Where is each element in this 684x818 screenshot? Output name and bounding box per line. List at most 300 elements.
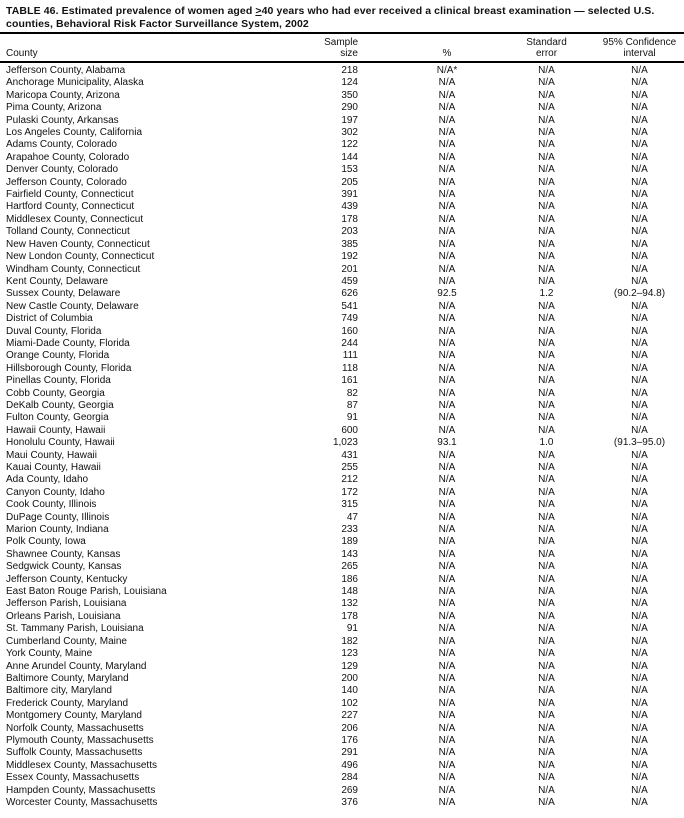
percent-cell: N/A — [438, 300, 456, 312]
county-cell: Jefferson County, Alabama — [6, 65, 126, 76]
county-cell: Middlesex County, Connecticut — [6, 213, 144, 225]
percent-cell: N/A — [438, 263, 456, 275]
sample-size-cell: 269 — [341, 784, 358, 796]
standard-error-cell: N/A — [538, 548, 555, 560]
table-row — [0, 375, 684, 387]
sample-size-cell: 91 — [346, 623, 358, 635]
confidence-interval-cell: N/A — [631, 598, 648, 610]
column-header-county: County — [6, 48, 38, 59]
standard-error-cell: N/A — [538, 685, 555, 697]
greater-or-equal-symbol: > — [255, 5, 262, 17]
standard-error-cell: N/A — [538, 102, 555, 114]
table-row — [0, 561, 684, 573]
percent-cell: N/A — [438, 722, 456, 734]
standard-error-cell: N/A — [538, 251, 555, 263]
standard-error-cell: N/A — [538, 462, 555, 473]
table-row — [0, 474, 684, 486]
confidence-interval-cell: N/A — [631, 536, 648, 548]
confidence-interval-cell: N/A — [631, 734, 648, 746]
county-cell: Norfolk County, Massachusetts — [6, 722, 144, 734]
table-row — [0, 127, 684, 139]
standard-error-cell: N/A — [538, 313, 555, 325]
table-row — [0, 201, 684, 213]
standard-error-cell: N/A — [538, 474, 555, 486]
percent-cell: N/A — [438, 486, 456, 498]
column-header-confidence-interval — [595, 34, 684, 62]
county-cell: Worcester County, Massachusetts — [6, 796, 158, 808]
standard-error-cell: N/A — [538, 139, 555, 151]
standard-error-cell: N/A — [538, 672, 555, 684]
standard-error-cell: N/A — [538, 784, 555, 796]
standard-error-cell: N/A — [538, 796, 555, 808]
column-header-standard-error — [498, 34, 595, 62]
percent-cell: N/A — [438, 325, 456, 337]
county-cell: Cumberland County, Maine — [6, 635, 127, 647]
column-header-se-line2: error — [535, 48, 558, 59]
standard-error-cell: 1.0 — [539, 437, 554, 449]
table-row — [0, 102, 684, 114]
confidence-interval-cell: N/A — [631, 275, 648, 287]
county-cell: St. Tammany Parish, Louisiana — [6, 623, 144, 635]
confidence-interval-cell: N/A — [631, 759, 648, 771]
table-row — [0, 772, 684, 784]
percent-cell: N/A — [438, 772, 456, 784]
sample-size-cell: 284 — [341, 772, 358, 784]
county-cell: Pulaski County, Arkansas — [6, 114, 119, 126]
standard-error-cell: N/A — [538, 759, 555, 771]
county-cell: Sussex County, Delaware — [6, 288, 121, 300]
confidence-interval-cell: (91.3–95.0) — [613, 437, 666, 449]
standard-error-cell: N/A — [538, 337, 555, 349]
table-row — [0, 710, 684, 722]
sample-size-cell: 178 — [341, 610, 358, 622]
standard-error-cell: N/A — [538, 176, 555, 188]
county-cell: Middlesex County, Massachusetts — [6, 759, 157, 771]
standard-error-cell: N/A — [538, 610, 555, 622]
percent-cell: N/A — [438, 747, 456, 759]
county-cell: East Baton Rouge Parish, Louisiana — [6, 586, 167, 598]
standard-error-cell: N/A — [538, 65, 555, 76]
column-header-sample-line2: size — [340, 48, 358, 59]
table-row — [0, 673, 684, 685]
confidence-interval-cell: N/A — [631, 784, 648, 796]
sample-size-cell: 206 — [341, 722, 358, 734]
table-row — [0, 326, 684, 338]
sample-size-cell: 201 — [341, 263, 358, 275]
confidence-interval-cell: N/A — [631, 561, 648, 573]
sample-size-cell: 391 — [341, 189, 358, 201]
county-cell: Miami-Dade County, Florida — [6, 337, 130, 349]
sample-size-cell: 205 — [341, 176, 358, 188]
table-row — [0, 685, 684, 697]
percent-cell: N/A — [438, 424, 456, 436]
county-cell: Orange County, Florida — [6, 350, 110, 362]
county-cell: Adams County, Colorado — [6, 139, 117, 151]
county-cell: Honolulu County, Hawaii — [6, 437, 115, 449]
table-row — [0, 598, 684, 610]
table-row — [0, 536, 684, 548]
percent-cell: N/A — [438, 635, 456, 647]
table-row — [0, 264, 684, 276]
county-cell: Sedgwick County, Kansas — [6, 561, 122, 573]
standard-error-cell: N/A — [538, 635, 555, 647]
county-cell: Marion County, Indiana — [6, 524, 109, 536]
table-row — [0, 189, 684, 201]
county-cell: Baltimore County, Maryland — [6, 672, 129, 684]
table-row — [0, 288, 684, 300]
standard-error-cell: N/A — [538, 114, 555, 126]
percent-cell: N/A — [438, 586, 456, 598]
county-cell: Suffolk County, Massachusetts — [6, 747, 143, 759]
confidence-interval-cell: N/A — [631, 648, 648, 660]
standard-error-cell: N/A — [538, 300, 555, 312]
standard-error-cell: N/A — [538, 524, 555, 536]
county-cell: Montgomery County, Maryland — [6, 710, 142, 722]
confidence-interval-cell: N/A — [631, 238, 648, 250]
county-cell: Windham County, Connecticut — [6, 263, 141, 275]
confidence-interval-cell: N/A — [631, 65, 648, 76]
column-header-sample-size — [300, 34, 360, 62]
sample-size-cell: 197 — [341, 114, 358, 126]
table-row — [0, 412, 684, 424]
table-header — [0, 34, 684, 62]
confidence-interval-cell: N/A — [631, 102, 648, 114]
sample-size-cell: 200 — [341, 672, 358, 684]
percent-cell: N/A — [438, 499, 456, 511]
confidence-interval-cell: N/A — [631, 300, 648, 312]
sample-size-cell: 431 — [341, 449, 358, 461]
confidence-interval-cell: N/A — [631, 313, 648, 325]
county-cell: Pinellas County, Florida — [6, 375, 111, 387]
sample-size-cell: 129 — [341, 660, 358, 672]
percent-cell: 93.1 — [437, 437, 457, 449]
confidence-interval-cell: N/A — [631, 610, 648, 622]
percent-cell: N/A — [438, 524, 456, 536]
standard-error-cell: N/A — [538, 697, 555, 709]
confidence-interval-cell: N/A — [631, 151, 648, 163]
table-title-line2: counties, Behavioral Risk Factor Surveillance System, 2002 — [6, 18, 309, 30]
confidence-interval-cell: N/A — [631, 399, 648, 411]
sample-size-cell: 172 — [341, 486, 358, 498]
percent-cell: N/A — [438, 511, 456, 523]
county-cell: Maricopa County, Arizona — [6, 89, 120, 101]
sample-size-cell: 244 — [341, 337, 358, 349]
percent-cell: N/A — [438, 139, 456, 151]
confidence-interval-cell: N/A — [631, 114, 648, 126]
column-header-ci-line1: 95% Confidence — [602, 37, 677, 48]
confidence-interval-cell: N/A — [631, 89, 648, 101]
sample-size-cell: 212 — [341, 474, 358, 486]
table-row — [0, 611, 684, 623]
table-row — [0, 425, 684, 437]
confidence-interval-cell: N/A — [631, 387, 648, 399]
county-cell: Jefferson County, Kentucky — [6, 573, 128, 585]
percent-cell: N/A — [438, 213, 456, 225]
table-row — [0, 152, 684, 164]
sample-size-cell: 302 — [341, 127, 358, 139]
table-row — [0, 62, 684, 77]
table-row — [0, 512, 684, 524]
table-row — [0, 177, 684, 189]
sample-size-cell: 91 — [346, 412, 358, 424]
standard-error-cell: N/A — [538, 536, 555, 548]
county-cell: Hartford County, Connecticut — [6, 201, 135, 213]
percent-cell: N/A — [438, 796, 456, 808]
standard-error-cell: N/A — [538, 772, 555, 784]
sample-size-cell: 227 — [341, 710, 358, 722]
column-header-ci-line2: interval — [623, 48, 656, 59]
table-row — [0, 623, 684, 635]
confidence-interval-cell: N/A — [631, 375, 648, 387]
sample-size-cell: 118 — [342, 362, 358, 374]
table-row — [0, 723, 684, 735]
column-header-se-line1: Standard — [526, 37, 567, 48]
percent-cell: 92.5 — [437, 288, 457, 300]
confidence-interval-cell: N/A — [631, 623, 648, 635]
percent-cell: N/A — [438, 697, 456, 709]
table-row — [0, 77, 684, 89]
confidence-interval-cell: N/A — [631, 350, 648, 362]
confidence-interval-cell: N/A — [631, 251, 648, 263]
standard-error-cell: N/A — [538, 201, 555, 213]
percent-cell: N/A — [438, 251, 456, 263]
sample-size-cell: 459 — [341, 275, 358, 287]
percent-cell: N/A — [438, 151, 456, 163]
confidence-interval-cell: N/A — [631, 263, 648, 275]
confidence-interval-cell: N/A — [631, 474, 648, 486]
confidence-interval-cell: N/A — [631, 747, 648, 759]
standard-error-cell: N/A — [538, 189, 555, 201]
table-row — [0, 487, 684, 499]
sample-size-cell: 82 — [346, 387, 358, 399]
sample-size-cell: 600 — [341, 424, 358, 436]
percent-cell: N/A — [438, 102, 456, 114]
standard-error-cell: N/A — [538, 213, 555, 225]
sample-size-cell: 182 — [341, 635, 358, 647]
county-cell: Fairfield County, Connecticut — [6, 189, 134, 201]
percent-cell: N/A — [438, 201, 456, 213]
column-header-sample-line1: Sample — [324, 37, 358, 48]
standard-error-cell: N/A — [538, 387, 555, 399]
county-cell: Fulton County, Georgia — [6, 412, 109, 424]
percent-cell: N/A — [438, 337, 456, 349]
table-row — [0, 139, 684, 151]
column-header-percent: % — [442, 48, 452, 59]
standard-error-cell: N/A — [538, 263, 555, 275]
table-row — [0, 648, 684, 660]
county-cell: Cook County, Illinois — [6, 499, 97, 511]
confidence-interval-cell: N/A — [631, 710, 648, 722]
sample-size-cell: 140 — [341, 685, 358, 697]
county-cell: Los Angeles County, California — [6, 127, 143, 139]
confidence-interval-cell: (90.2–94.8) — [613, 288, 666, 300]
table-row — [0, 574, 684, 586]
table-row — [0, 313, 684, 325]
confidence-interval-cell: N/A — [631, 499, 648, 511]
confidence-interval-cell: N/A — [631, 362, 648, 374]
confidence-interval-cell: N/A — [631, 412, 648, 424]
sample-size-cell: 192 — [341, 251, 358, 263]
sample-size-cell: 376 — [341, 796, 358, 808]
standard-error-cell: N/A — [538, 275, 555, 287]
sample-size-cell: 148 — [341, 586, 358, 598]
table-body — [0, 62, 684, 809]
standard-error-cell: N/A — [538, 89, 555, 101]
confidence-interval-cell: N/A — [631, 462, 648, 473]
standard-error-cell: N/A — [538, 710, 555, 722]
standard-error-cell: N/A — [538, 164, 555, 176]
table-row — [0, 735, 684, 747]
percent-cell: N/A — [438, 474, 456, 486]
table-row — [0, 363, 684, 375]
confidence-interval-cell: N/A — [631, 486, 648, 498]
table-row — [0, 350, 684, 362]
confidence-interval-cell: N/A — [631, 164, 648, 176]
table-row — [0, 388, 684, 400]
confidence-interval-cell: N/A — [631, 325, 648, 337]
percent-cell: N/A — [438, 548, 456, 560]
sample-size-cell: 102 — [341, 697, 358, 709]
percent-cell: N/A — [438, 449, 456, 461]
county-cell: Ada County, Idaho — [6, 474, 89, 486]
county-cell: Hillsborough County, Florida — [6, 362, 132, 374]
percent-cell: N/A — [438, 660, 456, 672]
confidence-interval-cell: N/A — [631, 226, 648, 238]
table-row — [0, 462, 684, 474]
standard-error-cell: N/A — [538, 362, 555, 374]
percent-cell: N/A — [438, 710, 456, 722]
standard-error-cell: N/A — [538, 573, 555, 585]
standard-error-cell: N/A — [538, 151, 555, 163]
standard-error-cell: N/A — [538, 598, 555, 610]
percent-cell: N/A — [438, 350, 456, 362]
percent-cell: N/A — [438, 77, 456, 89]
confidence-interval-cell: N/A — [631, 548, 648, 560]
confidence-interval-cell: N/A — [631, 127, 648, 139]
confidence-interval-cell: N/A — [631, 697, 648, 709]
percent-cell: N/A — [438, 672, 456, 684]
sample-size-cell: 496 — [341, 759, 358, 771]
confidence-interval-cell: N/A — [631, 337, 648, 349]
percent-cell: N/A — [438, 362, 456, 374]
percent-cell: N/A — [438, 313, 456, 325]
percent-cell: N/A — [438, 648, 456, 660]
sample-size-cell: 385 — [341, 238, 358, 250]
sample-size-cell: 255 — [341, 462, 358, 473]
percent-cell: N/A — [438, 759, 456, 771]
confidence-interval-cell: N/A — [631, 213, 648, 225]
sample-size-cell: 233 — [341, 524, 358, 536]
table-row — [0, 785, 684, 797]
confidence-interval-cell: N/A — [631, 449, 648, 461]
county-cell: Essex County, Massachusetts — [6, 772, 140, 784]
sample-size-cell: 186 — [341, 573, 358, 585]
confidence-interval-cell: N/A — [631, 424, 648, 436]
percent-cell: N/A — [438, 164, 456, 176]
prevalence-table — [0, 34, 684, 809]
sample-size-cell: 124 — [341, 77, 358, 89]
sample-size-cell: 123 — [341, 648, 358, 660]
percent-cell: N/A — [438, 536, 456, 548]
county-cell: New London County, Connecticut — [6, 251, 155, 263]
sample-size-cell: 160 — [341, 325, 358, 337]
county-cell: Anchorage Municipality, Alaska — [6, 77, 144, 89]
percent-cell: N/A — [438, 573, 456, 585]
county-cell: New Castle County, Delaware — [6, 300, 139, 312]
standard-error-cell: N/A — [538, 127, 555, 139]
county-cell: Maui County, Hawaii — [6, 449, 97, 461]
standard-error-cell: N/A — [538, 449, 555, 461]
sample-size-cell: 218 — [341, 65, 358, 76]
table-row — [0, 214, 684, 226]
table-row — [0, 164, 684, 176]
county-cell: Frederick County, Maryland — [6, 697, 129, 709]
percent-cell: N/A — [438, 127, 456, 139]
percent-cell: N/A — [438, 275, 456, 287]
confidence-interval-cell: N/A — [631, 524, 648, 536]
standard-error-cell: N/A — [538, 424, 555, 436]
sample-size-cell: 178 — [341, 213, 358, 225]
standard-error-cell: N/A — [538, 226, 555, 238]
county-cell: Anne Arundel County, Maryland — [6, 660, 147, 672]
table-row — [0, 338, 684, 350]
standard-error-cell: N/A — [538, 399, 555, 411]
standard-error-cell: N/A — [538, 648, 555, 660]
percent-cell: N/A — [438, 623, 456, 635]
sample-size-cell: 111 — [342, 350, 358, 362]
percent-cell: N/A — [438, 189, 456, 201]
table-row — [0, 524, 684, 536]
table-row — [0, 549, 684, 561]
sample-size-cell: 291 — [341, 747, 358, 759]
table-row — [0, 586, 684, 598]
table-row — [0, 760, 684, 772]
table-row — [0, 437, 684, 449]
header-row — [0, 34, 684, 62]
county-cell: Canyon County, Idaho — [6, 486, 105, 498]
sample-size-cell: 1,023 — [332, 437, 358, 449]
percent-cell: N/A — [438, 734, 456, 746]
county-cell: Hawaii County, Hawaii — [6, 424, 106, 436]
standard-error-cell: N/A — [538, 722, 555, 734]
county-cell: Plymouth County, Massachusetts — [6, 734, 154, 746]
percent-cell: N/A — [438, 399, 456, 411]
county-cell: Duval County, Florida — [6, 325, 102, 337]
county-cell: Shawnee County, Kansas — [6, 548, 121, 560]
table-row — [0, 747, 684, 759]
sample-size-cell: 203 — [341, 226, 358, 238]
sample-size-cell: 350 — [341, 89, 358, 101]
county-cell: Jefferson Parish, Louisiana — [6, 598, 127, 610]
percent-cell: N/A — [438, 89, 456, 101]
standard-error-cell: N/A — [538, 747, 555, 759]
sample-size-cell: 161 — [341, 375, 358, 387]
county-cell: Denver County, Colorado — [6, 164, 119, 176]
confidence-interval-cell: N/A — [631, 511, 648, 523]
sample-size-cell: 143 — [341, 548, 358, 560]
county-cell: DeKalb County, Georgia — [6, 399, 114, 411]
sample-size-cell: 315 — [341, 499, 358, 511]
sample-size-cell: 122 — [341, 139, 358, 151]
confidence-interval-cell: N/A — [631, 189, 648, 201]
sample-size-cell: 176 — [341, 734, 358, 746]
sample-size-cell: 626 — [341, 288, 358, 300]
confidence-interval-cell: N/A — [631, 660, 648, 672]
sample-size-cell: 439 — [341, 201, 358, 213]
standard-error-cell: N/A — [538, 350, 555, 362]
sample-size-cell: 153 — [341, 164, 358, 176]
county-cell: York County, Maine — [6, 648, 93, 660]
